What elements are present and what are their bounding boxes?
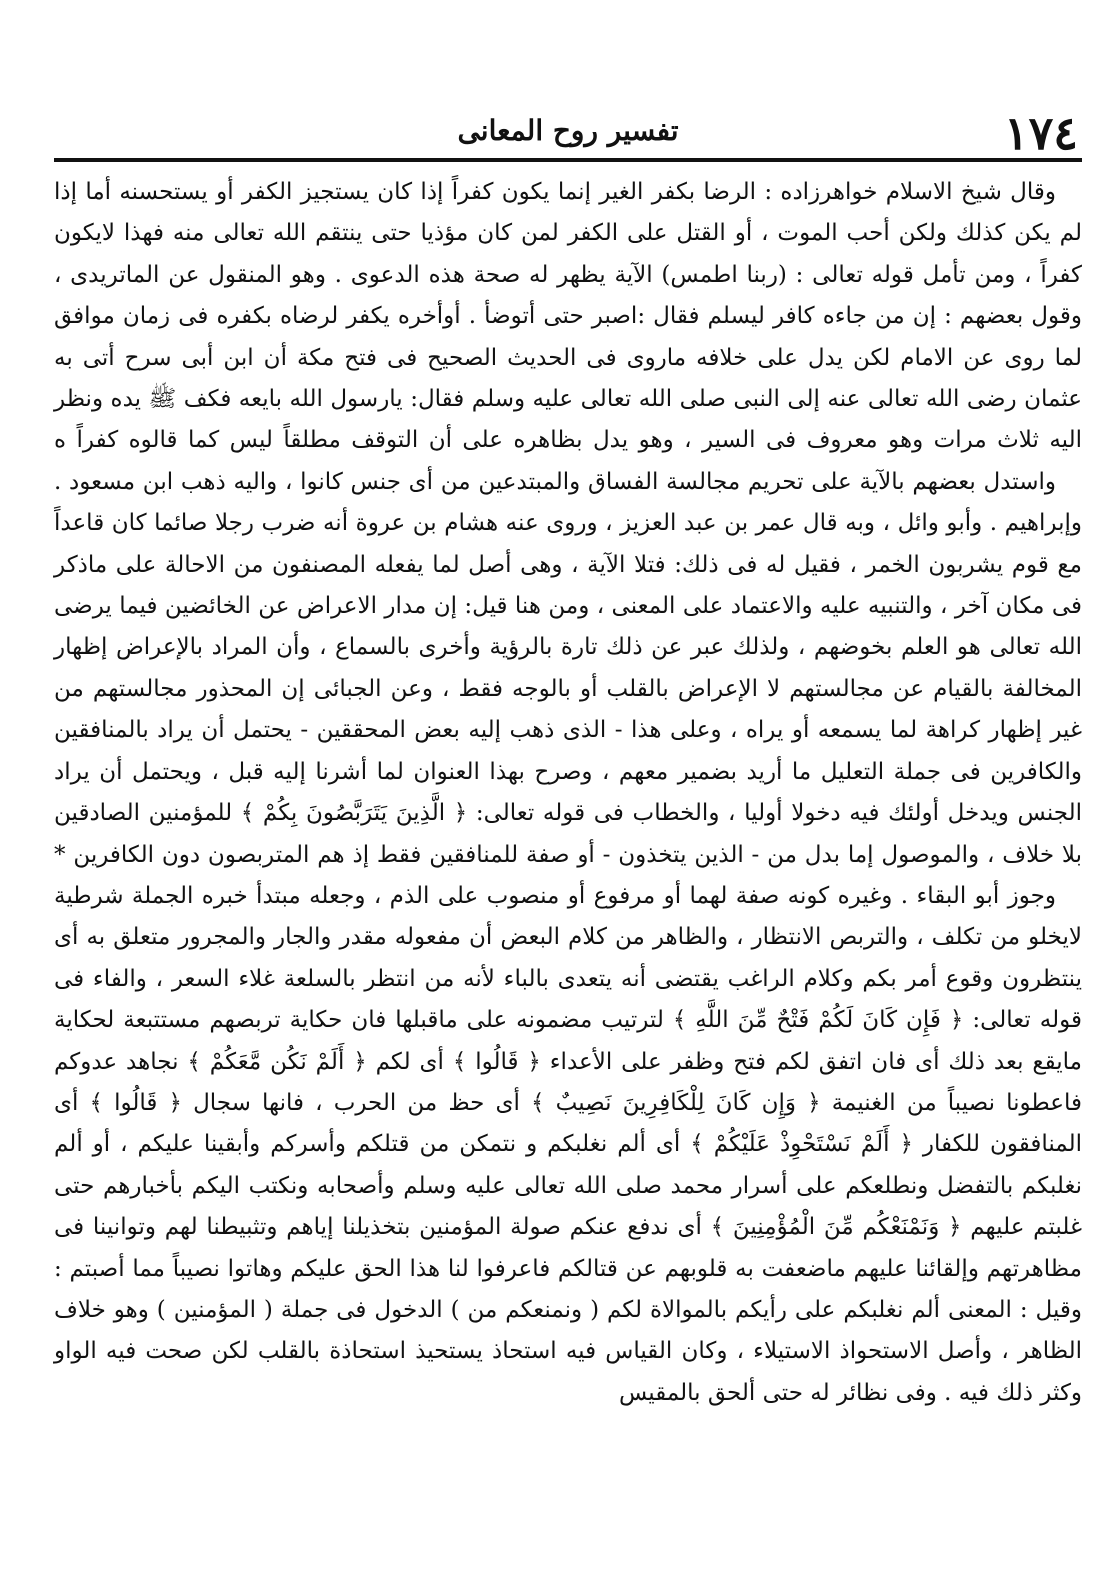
- header-rule: [54, 158, 1082, 162]
- body-text: [54, 172, 1082, 1414]
- page-number: ١٧٤: [1003, 106, 1078, 160]
- paragraph-3: وجوز أبو البقاء . وغيره كونه صفة لهما أو مرفوع أو منصوب على الذم ، وجعله مبتدأ خبره الجملة شرطية لايخلو من تكلف ، والتربص الانتظار ، والظاهر من كلام البعض أن مفعوله مقدر والجار والمجرور متعلق به أى ينتظرون وقوع أمر بكم وكلام الراغب يقتضى أنه يتعدى بالباء لأنه من انتظر بالسلعة غلاء السعر ، والفاء فى قوله تعالى: ﴿ فَإِن كَانَ لَكُمْ فَتْحٌ مِّنَ اللَّهِ ﴾ لترتيب مضمونه على ماقبلها فان حكاية تربصهم مستتبعة لحكاية مايقع بعد ذلك أى فان اتفق لكم فتح وظفر على الأعداء ﴿ قَالُوا ﴾ أى لكم ﴿ أَلَمْ نَكُن مَّعَكُمْ ﴾ نجاهد عدوكم فاعطونا نصيباً من الغنيمة ﴿ وَإِن كَانَ لِلْكَافِرِينَ نَصِيبٌ ﴾ أى حظ من الحرب ، فانها سجال ﴿ قَالُوا ﴾ أى المنافقون للكفار ﴿ أَلَمْ نَسْتَحْوِذْ عَلَيْكُمْ ﴾ أى ألم نغلبكم و نتمكن من قتلكم وأسركم وأبقينا عليكم ، أو ألم نغلبكم بالتفضل ونطلعكم على أسرار محمد صلى الله تعالى عليه وسلم وأصحابه ونكتب اليكم بأخبارهم حتى غلبتم عليهم ﴿ وَنَمْنَعْكُم مِّنَ الْمُؤْمِنِينَ ﴾ أى ندفع عنكم صولة المؤمنين بتخذيلنا إياهم وتثبيطنا لهم وتوانينا فى مظاهرتهم وإلقائنا عليهم ماضعفت به قلوبهم عن قتالكم فاعرفوا لنا هذا الحق عليكم وهاتوا نصيباً مما أصبتم : وقيل : المعنى ألم نغلبكم على رأيكم بالموالاة لكم ( ونمنعكم من ) الدخول فى جملة ( المؤمنين ) وهو خلاف الظاهر ، وأصل الاستحواذ الاستيلاء ، وكان القياس فيه استحاذ يستحيذ استحاذة بالقلب لكن صحت فيه الواو وكثر ذلك فيه . وفى نظائر له حتى ألحق بالمقيس: [54, 882, 1082, 1406]
- running-head: [54, 92, 1082, 164]
- paragraph-1: وقال شيخ الاسلام خواهرزاده : الرضا بكفر الغير إنما يكون كفراً إذا كان يستجيز الكفر أو يستحسنه أما إذا لم يكن كذلك ولكن أحب الموت ، أو القتل على الكفر لمن كان مؤذيا حتى ينتقم الله تعالى منه فهذا لايكون كفراً ، ومن تأمل قوله تعالى : (ربنا اطمس) الآية يظهر له صحة هذه الدعوى . وهو المنقول عن الماتريدى ، وقول بعضهم : إن من جاءه كافر ليسلم فقال :اصبر حتى أتوضأ . أوأخره يكفر لرضاه بكفره فى زمان موافق لما روى عن الامام لكن يدل على خلافه ماروى فى الحديث الصحيح فى فتح مكة أن ابن أبى سرح أتى به عثمان رضى الله تعالى عنه إلى النبى صلى الله تعالى عليه وسلم فقال: يارسول الله بايعه فكف ﷺ يده ونظر اليه ثلاث مرات وهو معروف فى السير ، وهو يدل بظاهره على أن التوقف مطلقاً ليس كما قالوه كفراً ه: [54, 179, 1082, 454]
- paragraph-2: واستدل بعضهم بالآية على تحريم مجالسة الفساق والمبتدعين من أى جنس كانوا ، واليه ذهب ابن مسعود . وإبراهيم . وأبو وائل ، وبه قال عمر بن عبد العزيز ، وروى عنه هشام بن عروة أنه ضرب رجلا صائما كان قاعداً مع قوم يشربون الخمر ، فقيل له فى ذلك: فتلا الآية ، وهى أصل لما يفعله المصنفون من الاحالة على ماذكر فى مكان آخر ، والتنبيه عليه والاعتماد على المعنى ، ومن هنا قيل: إن مدار الاعراض عن الخائضين فيما يرضى الله تعالى هو العلم بخوضهم ، ولذلك عبر عن ذلك تارة بالرؤية وأخرى بالسماع ، وأن المراد بالإعراض إظهار المخالفة بالقيام عن مجالستهم لا الإعراض بالقلب أو بالوجه فقط ، وعن الجبائى إن المحذور مجالستهم من غير إظهار كراهة لما يسمعه أو يراه ، وعلى هذا - الذى ذهب إليه بعض المحققين - يحتمل أن يراد بالمنافقين والكافرين فى جملة التعليل ما أريد بضمير معهم ، وصرح بهذا العنوان لما أشرنا إليه قبل ، ويحتمل أن يراد الجنس ويدخل أولئك فيه دخولا أوليا ، والخطاب فى قوله تعالى: ﴿ الَّذِينَ يَتَرَبَّصُونَ بِكُمْ ﴾ للمؤمنين الصادقين بلا خلاف ، والموصول إما بدل من - الذين يتخذون - أو صفة للمنافقين فقط إذ هم المتربصون دون الكافرين *: [54, 468, 1083, 868]
- book-title: تفسير روح المعانى: [457, 114, 679, 147]
